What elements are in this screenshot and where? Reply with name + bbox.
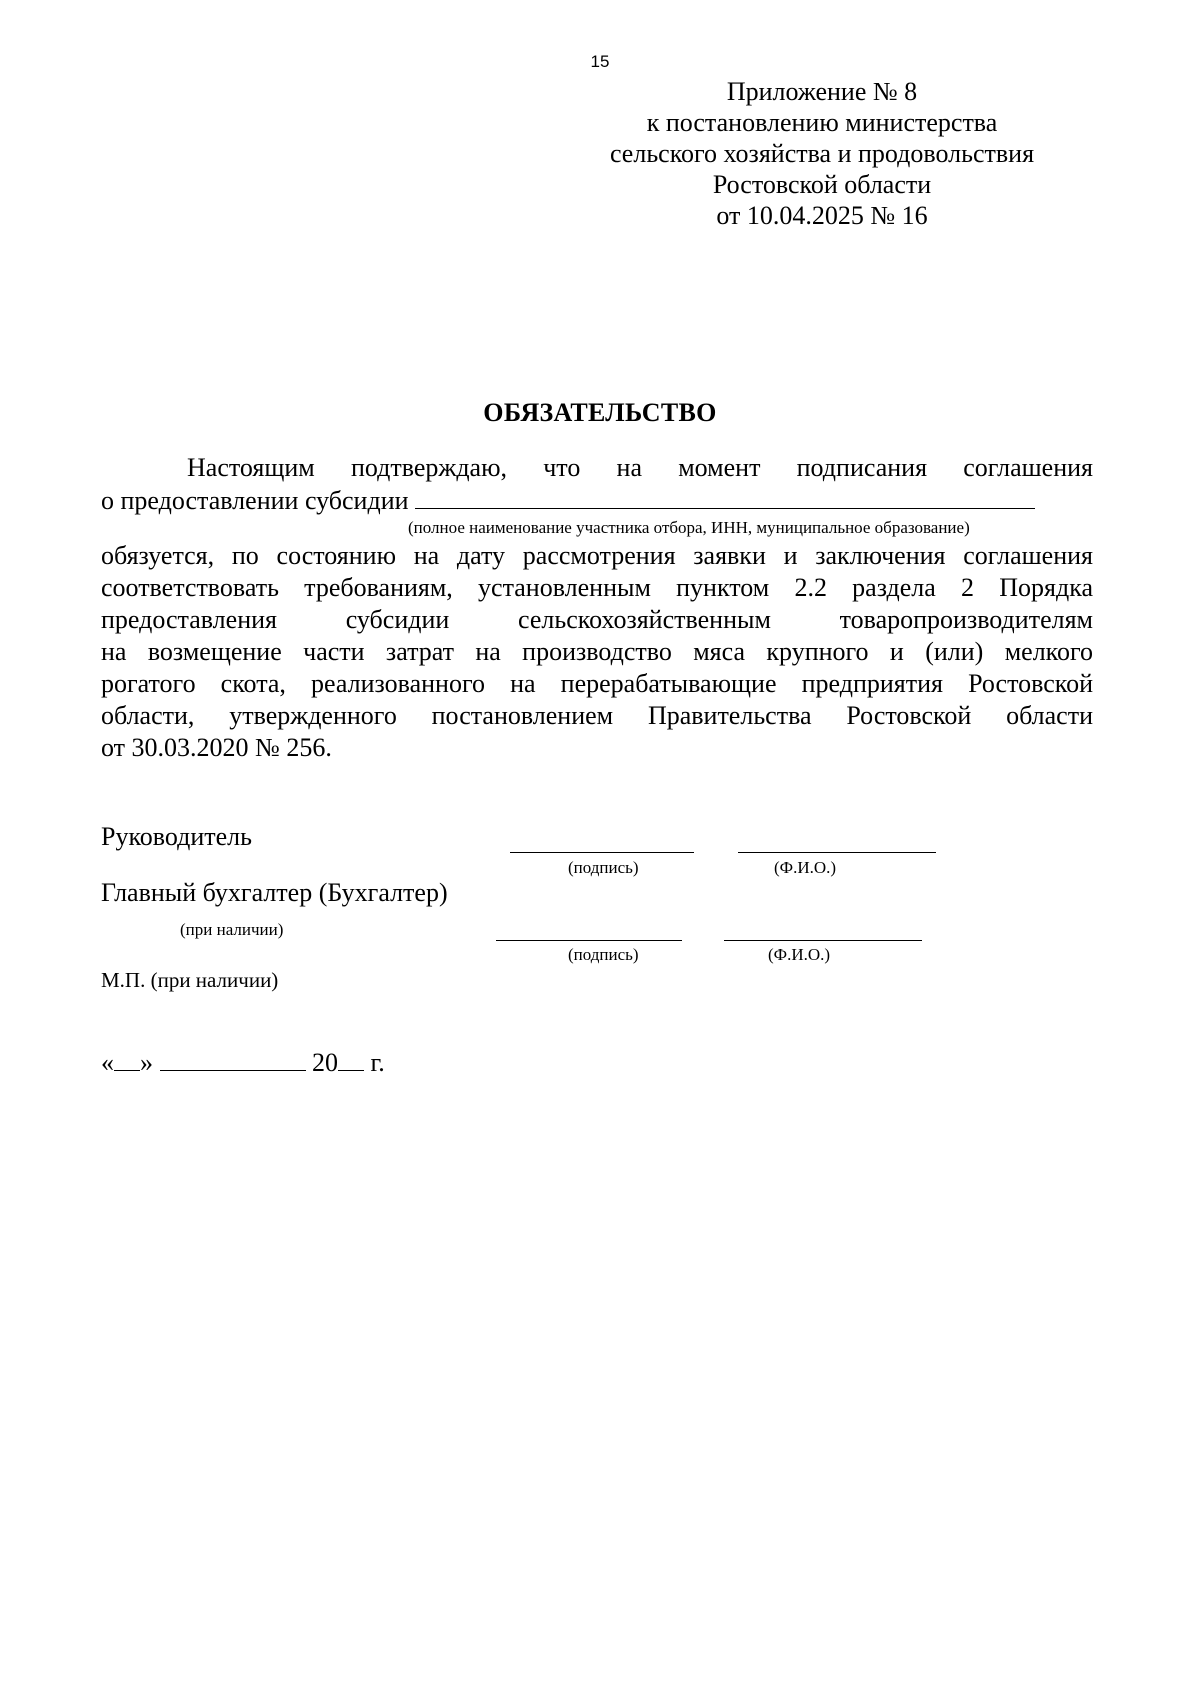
accountant-note: (при наличии) <box>180 920 284 939</box>
paragraph-line: на возмещение части затрат на производство мяса крупного и (или) мелкого <box>101 637 1093 666</box>
appendix-line: от 10.04.2025 № 16 <box>716 201 928 230</box>
paragraph-line: области, утвержденного постановлением Правительства Ростовской области <box>101 701 1093 730</box>
day-blank[interactable] <box>114 1048 140 1071</box>
stamp-label: М.П. (при наличии) <box>101 968 279 992</box>
head-name-hint: (Ф.И.О.) <box>774 858 837 877</box>
paragraph-line: предоставления субсидии сельскохозяйственным товаропроизводителям <box>101 605 1093 634</box>
date-line <box>101 1048 385 1078</box>
page-number: 15 <box>590 52 610 71</box>
accountant-name-line[interactable] <box>724 940 922 941</box>
paragraph-confirmation <box>101 452 1093 517</box>
head-name-line[interactable] <box>738 852 936 853</box>
year-prefix: 20 <box>312 1048 338 1077</box>
document-title: ОБЯЗАТЕЛЬСТВО <box>483 398 717 427</box>
paragraph-line: соответствовать требованиям, установленным пунктом 2.2 раздела 2 Порядка <box>101 573 1093 602</box>
year-suffix: г. <box>370 1048 385 1077</box>
paragraph-line: Настоящим подтверждаю, что на момент подписания соглашения <box>187 453 1093 482</box>
accountant-signature-hint: (подпись) <box>568 945 639 964</box>
date-open-quote: « <box>101 1048 114 1077</box>
head-signature-hint: (подпись) <box>568 858 639 877</box>
participant-hint: (полное наименование участника отбора, ИНН, муниципальное образование) <box>408 518 970 537</box>
head-label: Руководитель <box>101 822 252 851</box>
appendix-header <box>562 76 1082 231</box>
year-blank[interactable] <box>338 1048 364 1071</box>
appendix-line: сельского хозяйства и продовольствия <box>609 139 1035 168</box>
month-blank[interactable] <box>160 1048 306 1071</box>
paragraph-line: от 30.03.2020 № 256. <box>101 733 332 762</box>
paragraph-line <box>101 484 1093 517</box>
appendix-line: Приложение № 8 <box>726 77 918 106</box>
accountant-label: Главный бухгалтер (Бухгалтер) <box>101 878 448 907</box>
head-signature-line[interactable] <box>510 852 694 853</box>
participant-name-blank[interactable] <box>415 484 1035 509</box>
subsidy-text: о предоставлении субсидии <box>101 486 409 515</box>
date-close-quote: » <box>140 1048 153 1077</box>
paragraph-line: рогатого скота, реализованного на перерабатывающие предприятия Ростовской <box>101 669 1093 698</box>
paragraph-obligation <box>101 540 1093 764</box>
paragraph-line: обязуется, по состоянию на дату рассмотрения заявки и заключения соглашения <box>101 541 1093 570</box>
accountant-name-hint: (Ф.И.О.) <box>768 945 831 964</box>
accountant-signature-line[interactable] <box>496 940 682 941</box>
appendix-line: к постановлению министерства <box>646 108 998 137</box>
appendix-line: Ростовской области <box>712 170 932 199</box>
